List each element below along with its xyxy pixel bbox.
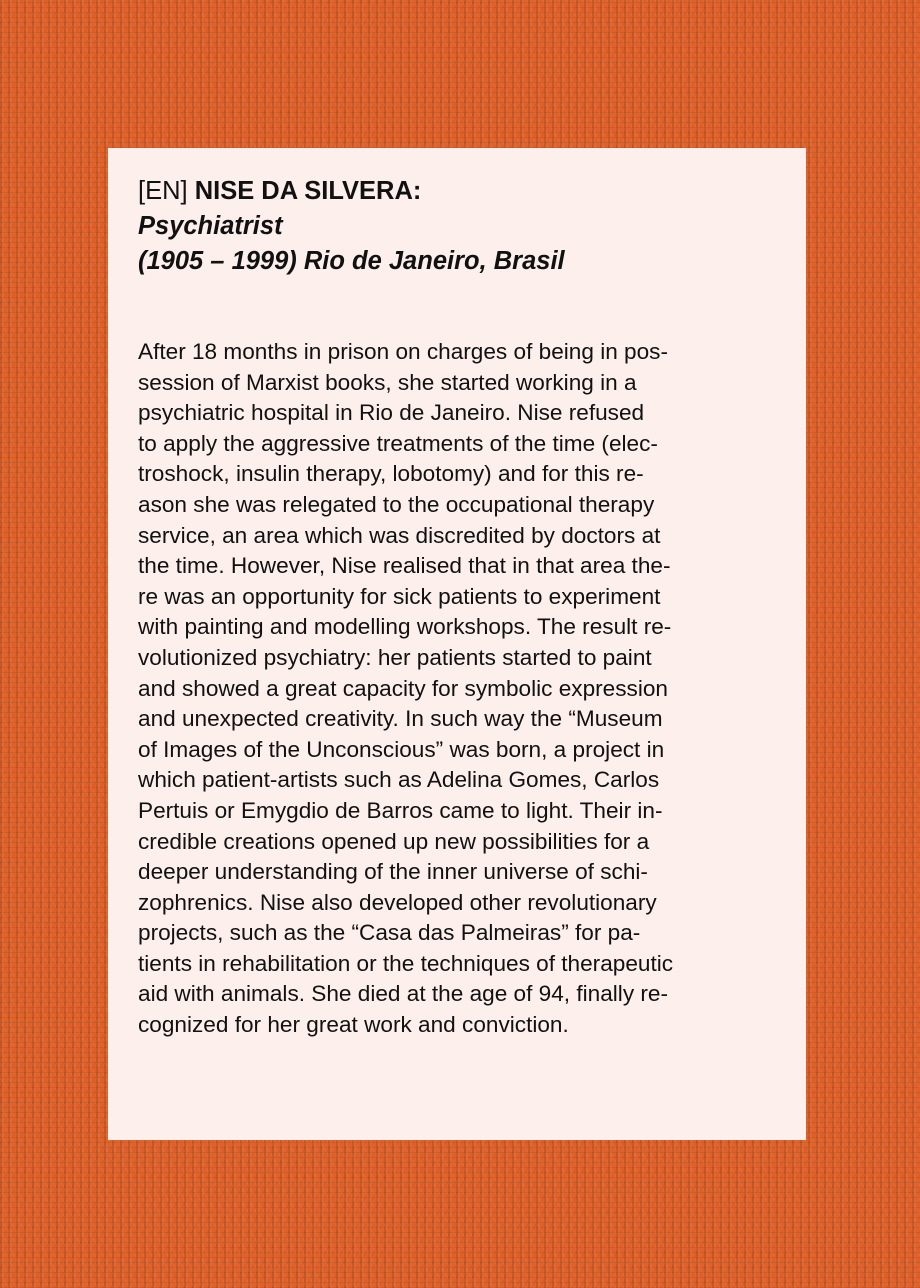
body-line: credible creations opened up new possibilities for a	[138, 828, 650, 854]
body-line: projects, such as the “Casa das Palmeiras” for pa-	[138, 920, 641, 946]
body-line: the time. However, Nise realised that in that area the-	[138, 553, 671, 579]
language-tag: [EN]	[138, 177, 188, 205]
person-name: NISE DA SILVERA:	[194, 177, 422, 205]
body-line: cognized for her great work and conviction.	[138, 1012, 569, 1038]
heading-line-1	[138, 174, 776, 209]
body-line: service, an area which was discredited by doctors at	[138, 522, 661, 548]
body-line: which patient-artists such as Adelina Gomes, Carlos	[138, 767, 660, 793]
body-line: and showed a great capacity for symbolic expression	[138, 675, 668, 701]
profession: Psychiatrist	[138, 212, 283, 240]
biography-text	[138, 337, 778, 1041]
body-line: ason she was relegated to the occupational therapy	[138, 491, 655, 517]
info-card	[108, 148, 806, 1140]
body-line: re was an opportunity for sick patients to experiment	[138, 583, 661, 609]
body-line: zophrenics. Nise also developed other revolutionary	[138, 889, 657, 915]
body-line: session of Marxist books, she started working in a	[138, 369, 637, 395]
body-line: with painting and modelling workshops. The result re-	[138, 614, 672, 640]
card-heading	[138, 174, 776, 279]
body-line: After 18 months in prison on charges of being in pos-	[138, 339, 669, 364]
body-line: of Images of the Unconscious” was born, a project in	[138, 736, 665, 762]
body-line: Pertuis or Emygdio de Barros came to light. Their in-	[138, 797, 663, 823]
body-line: aid with animals. She died at the age of 94, finally re-	[138, 981, 669, 1007]
body-line: and unexpected creativity. In such way the “Museum	[138, 706, 663, 732]
body-line: volutionized psychiatry: her patients started to paint	[138, 644, 652, 670]
body-line: tients in rehabilitation or the techniques of therapeutic	[138, 950, 674, 976]
body-line: troshock, insulin therapy, lobotomy) and for this re-	[138, 461, 644, 487]
body-line: to apply the aggressive treatments of the time (elec-	[138, 430, 658, 456]
body-line: deeper understanding of the inner universe of schi-	[138, 859, 648, 885]
body-line: psychiatric hospital in Rio de Janeiro. Nise refused	[138, 400, 645, 426]
dates-place: (1905 – 1999) Rio de Janeiro, Brasil	[138, 247, 565, 275]
